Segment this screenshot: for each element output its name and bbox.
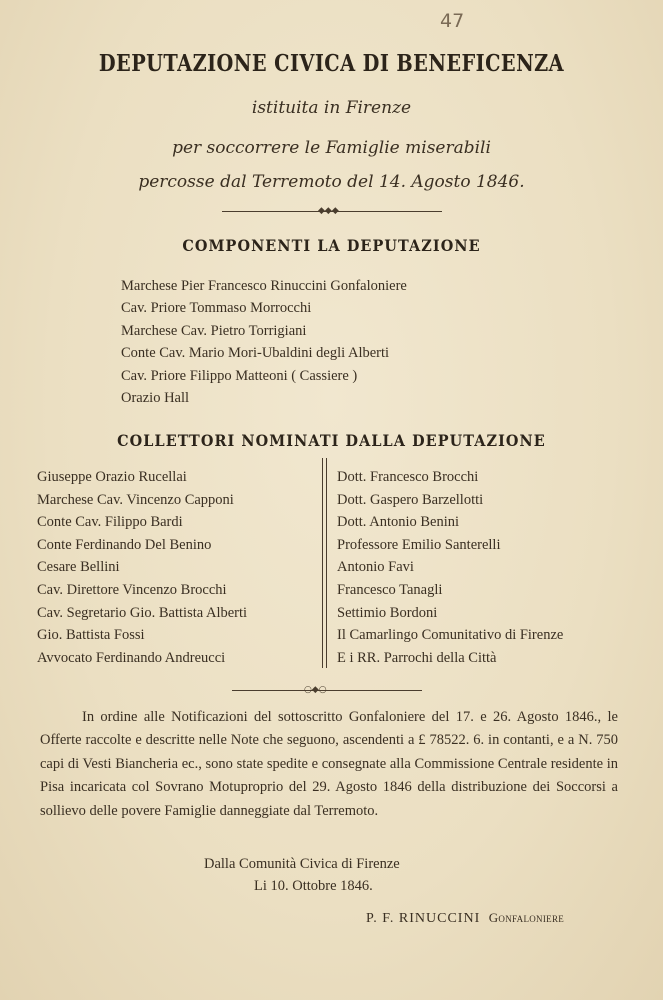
collector-name: Professore Emilio Santerelli bbox=[337, 536, 501, 553]
committee-member: Conte Cav. Mario Mori-Ubaldini degli Alberti bbox=[121, 345, 390, 362]
collector-name: Settimio Bordoni bbox=[337, 604, 438, 621]
collector-name: Conte Cav. Filippo Bardi bbox=[37, 514, 183, 531]
collectors-right-column bbox=[337, 466, 563, 669]
committee-heading: COMPONENTI LA DEPUTAZIONE bbox=[182, 236, 481, 255]
section-divider bbox=[232, 690, 422, 691]
collector-name: Dott. Antonio Benini bbox=[337, 514, 460, 531]
committee-member: Orazio Hall bbox=[121, 389, 190, 406]
collector-name: Cav. Segretario Gio. Battista Alberti bbox=[37, 604, 248, 621]
collector-name: Avvocato Ferdinando Andreucci bbox=[37, 649, 226, 666]
column-divider bbox=[322, 458, 327, 668]
collector-name: Il Camarlingo Comunitativo di Firenze bbox=[337, 627, 564, 644]
document-title: DEPUTAZIONE CIVICA DI BENEFICENZA bbox=[98, 50, 565, 77]
signer-name: P. F. RINUCCINI bbox=[366, 911, 481, 926]
header-divider-ornament: ◆◆◆ bbox=[318, 206, 339, 216]
signature bbox=[366, 910, 564, 927]
collector-name: Dott. Gaspero Barzellotti bbox=[337, 491, 484, 508]
notice-paragraph: In ordine alle Notificazioni del sottoscritto Gonfaloniere del 17. e 26. Agosto 1846., le Offerte raccolte e descritte nelle Note che seguono, ascendenti a £ 78522. 6. in contanti, e a N. 750 capi di Vesti Biancheria ec., sono state spedite e consegnate alla Commissione Centrale residente in Pisa incaricata col Sovrano Motuproprio del 29. Agosto 1846 della distribuzione dei Soccorsi a sollievo delle povere Famiglie danneggiate dal Terremoto. bbox=[40, 709, 618, 819]
collector-name: Conte Ferdinando Del Benino bbox=[37, 536, 212, 553]
collectors-left-column bbox=[37, 466, 247, 669]
collector-name: Dott. Francesco Brocchi bbox=[337, 469, 479, 485]
subtitle-line-3: percosse dal Terremoto del 14. Agosto 1846. bbox=[138, 172, 525, 192]
collector-name: Giuseppe Orazio Rucellai bbox=[37, 469, 187, 485]
signer-title: Gonfaloniere bbox=[488, 910, 565, 925]
committee-member: Marchese Pier Francesco Rinuccini Gonfaloniere bbox=[121, 278, 407, 294]
collector-name: Antonio Favi bbox=[337, 559, 414, 576]
subtitle-line-1: istituita in Firenze bbox=[251, 98, 412, 118]
collector-name: Gio. Battista Fossi bbox=[37, 627, 145, 644]
committee-member: Marchese Cav. Pietro Torrigiani bbox=[121, 322, 307, 339]
committee-member: Cav. Priore Tommaso Morrocchi bbox=[121, 300, 312, 317]
place-line: Dalla Comunità Civica di Firenze bbox=[204, 856, 400, 872]
committee-member: Cav. Priore Filippo Matteoni ( Cassiere ) bbox=[121, 367, 358, 384]
collectors-heading: COLLETTORI NOMINATI DALLA DEPUTAZIONE bbox=[117, 431, 546, 450]
collector-name: Cesare Bellini bbox=[37, 559, 120, 576]
committee-member-list bbox=[121, 275, 407, 409]
section-divider-ornament: ○◆○ bbox=[304, 685, 327, 695]
page-number: 47 bbox=[440, 10, 465, 32]
collector-name: Cav. Direttore Vincenzo Brocchi bbox=[37, 581, 227, 598]
collector-name: E i RR. Parrochi della Città bbox=[337, 649, 497, 666]
collector-name: Francesco Tanagli bbox=[337, 581, 443, 598]
date-line: Li 10. Ottobre 1846. bbox=[254, 878, 373, 894]
collector-name: Marchese Cav. Vincenzo Capponi bbox=[37, 491, 234, 508]
subtitle-line-2: per soccorrere le Famiglie miserabili bbox=[172, 138, 491, 158]
